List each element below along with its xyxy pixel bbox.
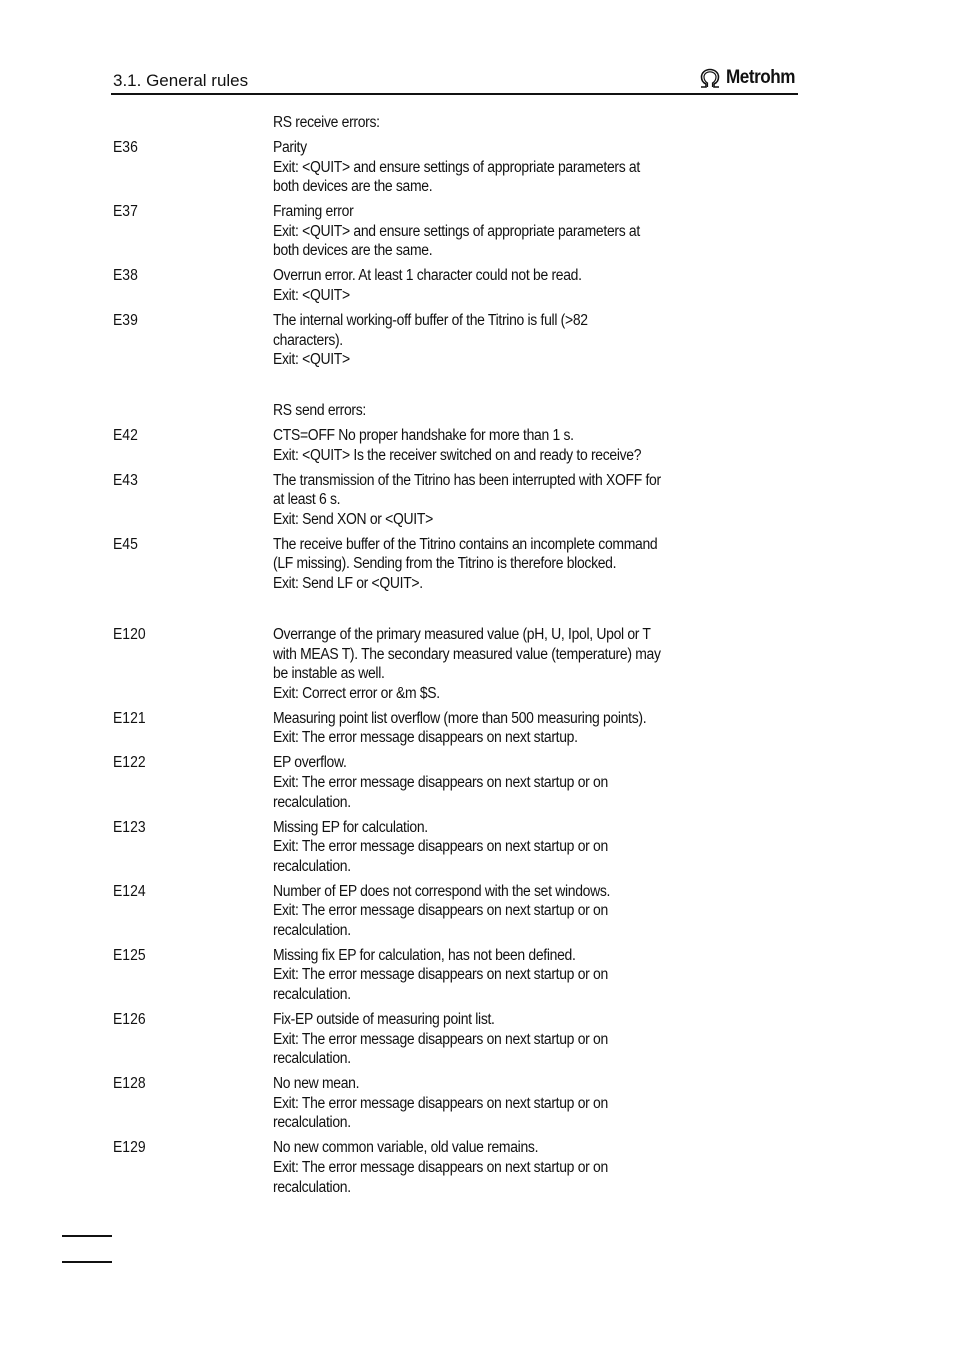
- error-description: [273, 535, 718, 594]
- error-entry: [113, 1074, 753, 1133]
- error-code: [113, 946, 273, 1005]
- error-entry: [113, 202, 753, 261]
- logo-text: Metrohm: [726, 67, 796, 88]
- description-line: recalculation.: [273, 1178, 351, 1196]
- description-line: Exit: Send LF or <QUIT>.: [273, 575, 423, 592]
- error-code-text: E126: [113, 1011, 146, 1029]
- error-entry: [113, 818, 753, 877]
- error-code-text: E43: [113, 471, 138, 489]
- error-code: [113, 1138, 273, 1197]
- error-code: [113, 311, 273, 370]
- error-code: [113, 1010, 273, 1069]
- description-line: Exit: The error message disappears on next startup or on: [273, 1094, 608, 1112]
- section-heading: [273, 113, 718, 133]
- error-code: [113, 709, 273, 748]
- description-line: Exit: <QUIT>: [273, 286, 350, 304]
- error-code-text: E124: [113, 882, 146, 900]
- error-entry: [113, 266, 753, 305]
- error-entry: [113, 471, 753, 530]
- error-entry: [113, 535, 753, 594]
- description-line: Measuring point list overflow (more than 500 measuring points).: [273, 709, 647, 727]
- section-spacer: [113, 599, 753, 625]
- section-spacer: [113, 375, 753, 401]
- error-code-text: E37: [113, 203, 138, 221]
- section-heading-text: RS receive errors:: [273, 114, 380, 131]
- error-description: [273, 138, 718, 197]
- description-line: Exit: The error message disappears on next startup or on: [273, 1158, 608, 1176]
- section-heading-row: [113, 113, 753, 133]
- error-code-text: E120: [113, 625, 146, 643]
- description-line: The receive buffer of the Titrino contains an incomplete command: [273, 535, 658, 553]
- error-entry: [113, 882, 753, 941]
- description-line: Parity: [273, 138, 307, 156]
- error-code-text: E39: [113, 311, 138, 329]
- error-entry: [113, 138, 753, 197]
- error-entry: [113, 709, 753, 748]
- error-code-text: E36: [113, 138, 138, 156]
- error-code: [113, 202, 273, 261]
- description-line: Exit: The error message disappears on next startup or on: [273, 838, 608, 856]
- error-entry: [113, 311, 753, 370]
- error-entry: [113, 946, 753, 1005]
- error-description: [273, 946, 718, 1005]
- error-code: [113, 471, 273, 530]
- error-code: [113, 753, 273, 812]
- description-line: Exit: Correct error or &m $S.: [273, 684, 440, 702]
- error-code-text: E121: [113, 709, 146, 727]
- description-line: recalculation.: [273, 1114, 351, 1132]
- description-line: Exit: The error message disappears on next startup or on: [273, 1030, 608, 1048]
- error-entry: [113, 426, 753, 465]
- error-description: [273, 1010, 718, 1069]
- description-line: both devices are the same.: [273, 178, 433, 196]
- error-code: [113, 818, 273, 877]
- description-line: The transmission of the Titrino has been interrupted with XOFF for: [273, 471, 661, 489]
- error-description: [273, 818, 718, 877]
- error-description: [273, 709, 718, 748]
- error-description: [273, 266, 718, 305]
- error-description: [273, 882, 718, 941]
- description-line: Fix-EP outside of measuring point list.: [273, 1011, 495, 1029]
- description-line: be instable as well.: [273, 665, 385, 683]
- error-description: [273, 311, 718, 370]
- error-code: [113, 535, 273, 594]
- description-line: recalculation.: [273, 857, 351, 875]
- code-cell-empty: [113, 113, 273, 133]
- error-code-text: E38: [113, 267, 138, 285]
- description-line: at least 6 s.: [273, 491, 341, 509]
- section-heading: [273, 401, 718, 421]
- description-line: Exit: The error message disappears on next startup or on: [273, 902, 608, 920]
- header-rule: [111, 93, 798, 95]
- error-entry: [113, 753, 753, 812]
- footer-rule-top: [62, 1235, 112, 1237]
- error-code-text: E123: [113, 818, 146, 836]
- description-line: Exit: The error message disappears on next startup.: [273, 729, 578, 747]
- error-code-text: E129: [113, 1139, 146, 1157]
- header-title: 3.1. General rules: [113, 71, 249, 90]
- description-line: CTS=OFF No proper handshake for more than 1 s.: [273, 427, 574, 445]
- description-line: Exit: <QUIT> and ensure settings of appropriate parameters at: [273, 222, 640, 240]
- description-line: The internal working-off buffer of the Titrino is full (>82: [273, 311, 588, 329]
- error-code: [113, 882, 273, 941]
- description-line: Missing fix EP for calculation, has not been defined.: [273, 946, 576, 964]
- description-line: (LF missing). Sending from the Titrino is therefore blocked.: [273, 555, 617, 573]
- error-description: [273, 1138, 718, 1197]
- error-code-text: E128: [113, 1075, 146, 1093]
- description-line: recalculation.: [273, 921, 351, 939]
- description-line: EP overflow.: [273, 754, 347, 772]
- description-line: Overrun error. At least 1 character could not be read.: [273, 267, 582, 285]
- section-heading-text: RS send errors:: [273, 402, 366, 420]
- description-line: Exit: <QUIT>: [273, 351, 350, 369]
- error-entry: [113, 1010, 753, 1069]
- error-description: [273, 753, 718, 812]
- description-line: Missing EP for calculation.: [273, 818, 428, 836]
- error-code: [113, 138, 273, 197]
- error-code-text: E45: [113, 535, 138, 553]
- description-line: with MEAS T). The secondary measured value (temperature) may: [273, 645, 661, 663]
- error-description: [273, 426, 718, 465]
- description-line: recalculation.: [273, 793, 351, 811]
- description-line: Framing error: [273, 203, 354, 221]
- error-code: [113, 266, 273, 305]
- description-line: Number of EP does not correspond with the set windows.: [273, 882, 611, 900]
- section-heading-row: [113, 401, 753, 421]
- description-line: Overrange of the primary measured value (pH, U, Ipol, Upol or T: [273, 625, 651, 643]
- description-line: No new mean.: [273, 1075, 360, 1093]
- error-code-text: E42: [113, 427, 138, 445]
- description-line: Exit: The error message disappears on next startup or on: [273, 773, 608, 791]
- error-description: [273, 625, 718, 703]
- omega-icon: [697, 67, 723, 89]
- error-code: [113, 1074, 273, 1133]
- description-line: No new common variable, old value remains.: [273, 1139, 539, 1157]
- code-cell-empty: [113, 401, 273, 421]
- footer-rule-bottom: [62, 1261, 112, 1263]
- error-entry: [113, 625, 753, 703]
- error-description: [273, 1074, 718, 1133]
- error-description: [273, 471, 718, 530]
- description-line: both devices are the same.: [273, 242, 433, 260]
- error-code: [113, 625, 273, 703]
- description-line: Exit: The error message disappears on next startup or on: [273, 966, 608, 984]
- description-line: Exit: Send XON or <QUIT>: [273, 510, 433, 528]
- description-line: Exit: <QUIT> Is the receiver switched on and ready to receive?: [273, 446, 642, 464]
- error-list: [113, 113, 753, 1203]
- description-line: Exit: <QUIT> and ensure settings of appropriate parameters at: [273, 158, 640, 176]
- error-code: [113, 426, 273, 465]
- error-code-text: E125: [113, 946, 146, 964]
- description-line: recalculation.: [273, 1050, 351, 1068]
- description-line: characters).: [273, 331, 343, 349]
- description-line: recalculation.: [273, 986, 351, 1004]
- error-description: [273, 202, 718, 261]
- error-entry: [113, 1138, 753, 1197]
- error-code-text: E122: [113, 754, 146, 772]
- metrohm-logo: [697, 66, 803, 90]
